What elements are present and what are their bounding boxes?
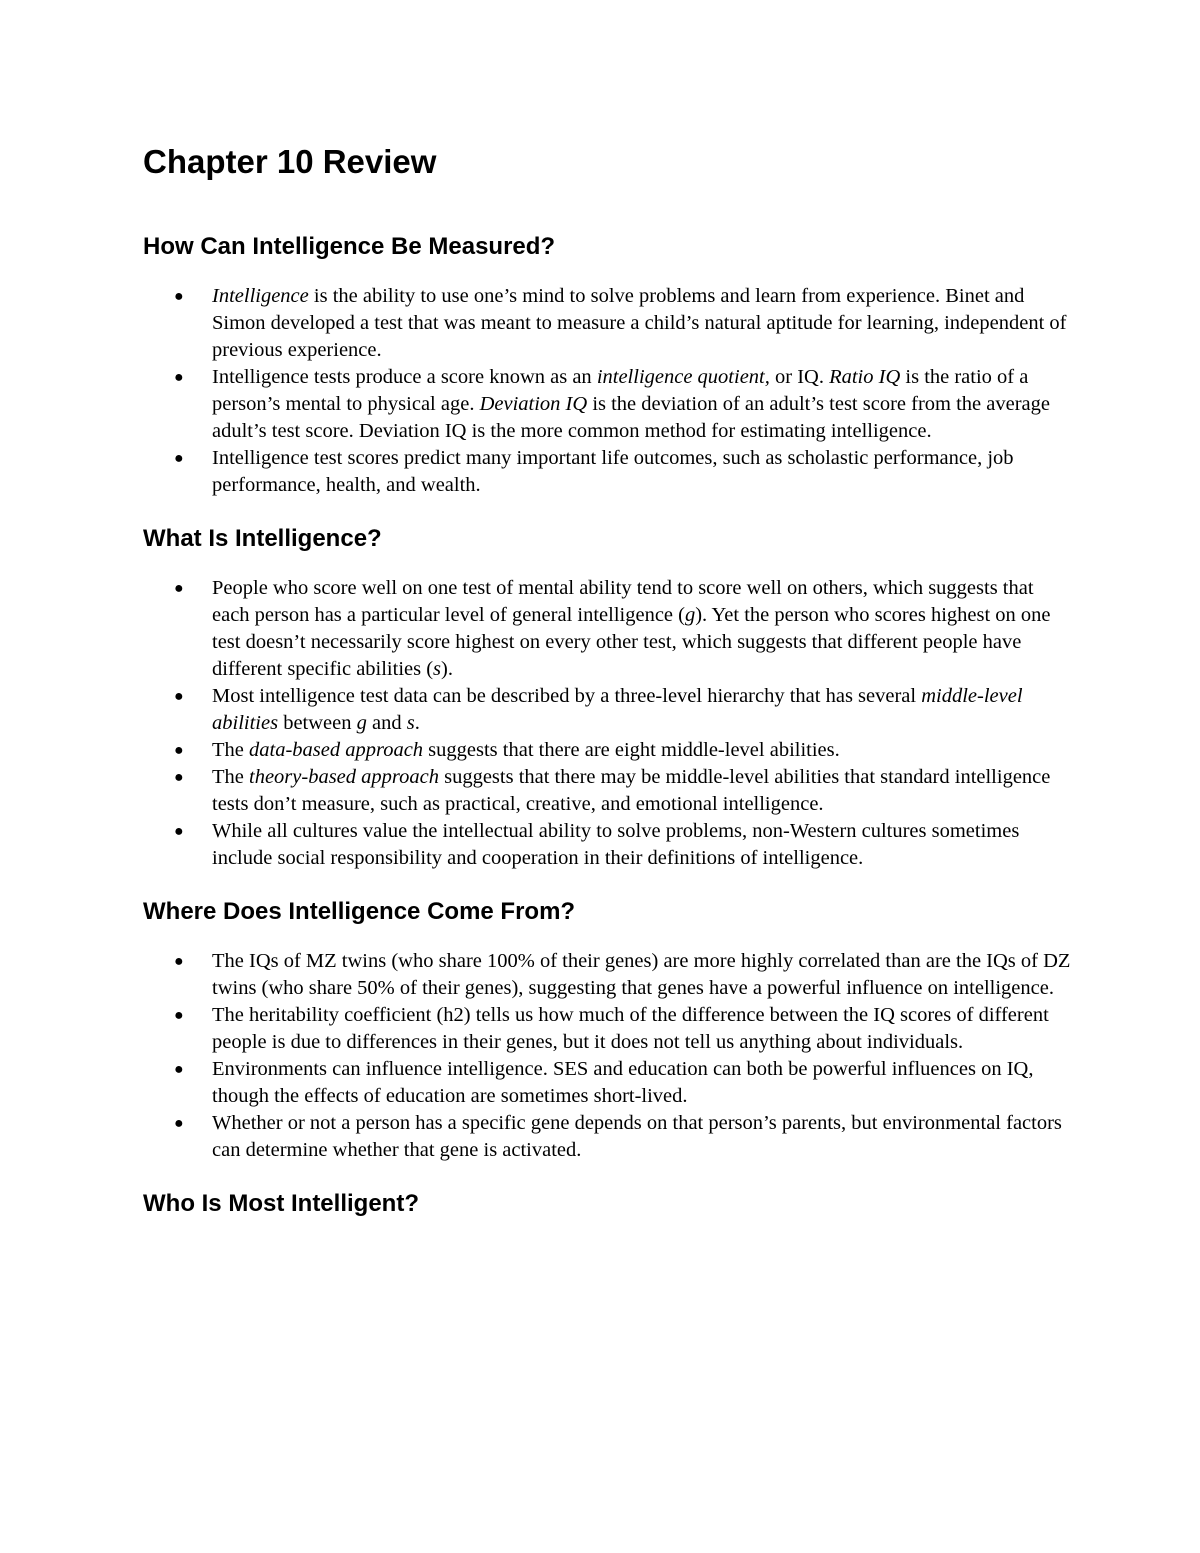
bullet-icon: ●: [174, 369, 184, 386]
text-run: Intelligence tests produce a score known as an: [212, 366, 597, 388]
text-run: is the ratio of a person’s mental to physical age.: [212, 366, 1029, 415]
key-term: intelligence quotient,: [596, 366, 770, 388]
list-item: [143, 364, 1073, 445]
bullet-icon: ●: [174, 742, 184, 759]
bullet-icon: ●: [174, 823, 184, 840]
bullet-list: [143, 948, 1073, 1164]
text-run: The heritability coefficient (h2) tells us how much of the difference between the IQ scores of different people is due to differences in their genes, but it does not tell us anything about individuals.: [212, 1004, 1049, 1053]
text-run: between: [278, 712, 357, 734]
bullet-icon: ●: [174, 688, 184, 705]
key-term: Ratio IQ: [829, 366, 901, 388]
key-term: s: [406, 712, 415, 734]
text-run: or IQ.: [769, 366, 830, 388]
list-item: [143, 1110, 1073, 1164]
document-content: [143, 140, 1073, 1240]
text-run: People who score well on one test of mental ability tend to score well on others, which suggests that each person has a particular level of general intelligence (: [212, 577, 1034, 626]
list-item: [143, 764, 1073, 818]
text-run: suggests that there are eight middle-level abilities.: [423, 739, 840, 761]
text-run: The IQs of MZ twins (who share 100% of their genes) are more highly correlated than are the IQs of DZ twins (who share 50% of their genes), suggesting that genes have a powerful influence on intelligence.: [212, 950, 1071, 999]
key-term: Deviation IQ: [479, 393, 588, 415]
list-item: [143, 818, 1073, 872]
key-term: s: [433, 658, 442, 680]
bullet-icon: ●: [174, 450, 184, 467]
bullet-icon: ●: [174, 953, 184, 970]
text-run: The: [212, 766, 249, 788]
text-run: suggests that there may be middle-level abilities that standard intelligence tests don’t measure, such as practical, creative, and emotional intelligence.: [212, 766, 1051, 815]
list-item: [143, 283, 1073, 364]
list-item: [143, 575, 1073, 683]
text-run: is the ability to use one’s mind to solve problems and learn from experience. Binet and Simon developed a test that was meant to measure a child’s natural aptitude for learning, independent of previous experience.: [212, 285, 1067, 361]
section-heading: How Can Intelligence Be Measured?: [143, 233, 556, 260]
text-run: .: [414, 712, 420, 734]
section-heading: Where Does Intelligence Come From?: [143, 898, 576, 925]
list-item: [143, 737, 1073, 764]
bullet-list: [143, 575, 1073, 872]
text-run: and: [366, 712, 407, 734]
bullet-icon: ●: [174, 769, 184, 786]
bullet-icon: ●: [174, 1115, 184, 1132]
key-term: Intelligence: [212, 285, 309, 307]
text-run: The: [212, 739, 249, 761]
bullet-list: [143, 283, 1073, 499]
key-term: g: [684, 604, 696, 626]
text-run: ). Yet the person who scores highest on one test doesn’t necessarily score highest on every other test, which suggests that different people have different specific abilities (: [212, 604, 1051, 680]
text-run: Intelligence test scores predict many important life outcomes, such as scholastic performance, job performance, health, and wealth.: [212, 447, 1014, 496]
key-term: data-based approach: [249, 739, 424, 761]
bullet-icon: ●: [174, 580, 184, 597]
bullet-icon: ●: [174, 288, 184, 305]
list-item: [143, 683, 1073, 737]
text-run: ).: [441, 658, 453, 680]
text-run: Most intelligence test data can be described by a three-level hierarchy that has several: [212, 685, 922, 707]
section-heading: What Is Intelligence?: [143, 525, 382, 552]
key-term: theory-based approach: [249, 766, 439, 788]
page-title: Chapter 10 Review: [143, 143, 437, 180]
key-term: g: [356, 712, 367, 734]
list-item: [143, 445, 1073, 499]
text-run: Environments can influence intelligence. SES and education can both be powerful influences on IQ, though the effects of education are sometimes short-lived.: [212, 1058, 1034, 1107]
list-item: [143, 1056, 1073, 1110]
list-item: [143, 948, 1073, 1002]
bullet-icon: ●: [174, 1061, 184, 1078]
key-term: middle-level abilities: [212, 685, 1023, 734]
text-run: Whether or not a person has a specific gene depends on that person’s parents, but environmental factors can determine whether that gene is activated.: [212, 1112, 1062, 1161]
bullet-icon: ●: [174, 1007, 184, 1024]
text-run: is the deviation of an adult’s test score from the average adult’s test score. Deviation IQ is the more common method for estimating intelligence.: [212, 393, 1050, 442]
text-run: While all cultures value the intellectual ability to solve problems, non-Western cultures sometimes include social responsibility and cooperation in their definitions of intelligence.: [212, 820, 1020, 869]
section-heading: Who Is Most Intelligent?: [143, 1190, 419, 1217]
list-item: [143, 1002, 1073, 1056]
